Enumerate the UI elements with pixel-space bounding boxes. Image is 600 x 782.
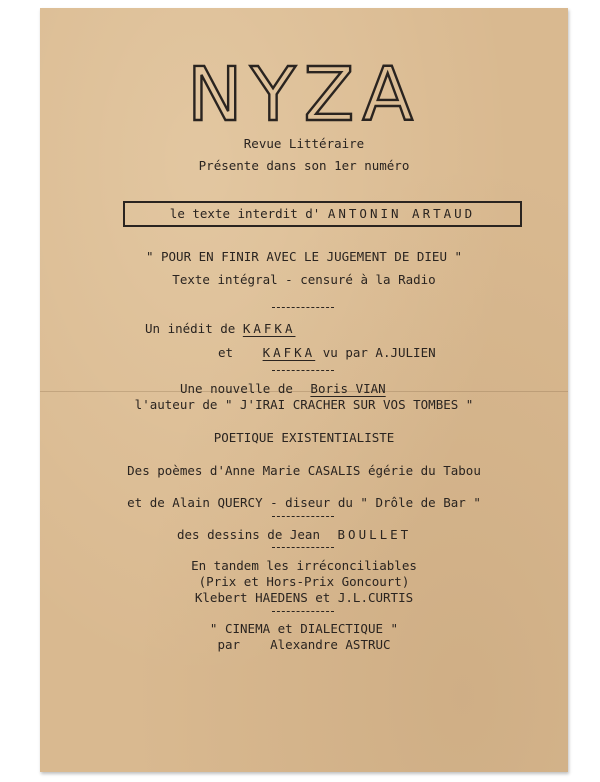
vian-prefix: Une nouvelle de [180,381,301,396]
flyer-sheet [40,8,568,772]
kafka-line-2 [218,345,436,361]
vian-author: Boris VIAN [310,381,386,396]
subtitle: Revue Littéraire [243,136,365,151]
issue-line: Présente dans son 1er numéro [198,158,410,173]
poems-line-1: Des poèmes d'Anne Marie CASALIS égérie du Tabou [127,463,481,478]
kafka-line-1 [145,321,295,337]
drawings-prefix: des dessins de Jean [177,527,328,542]
vian-line-2: l'auteur de " J'IRAI CRACHER SUR VOS TOMBES " [134,397,474,412]
kafka-name-2: KAFKA [262,345,316,360]
featured-work: " POUR EN FINIR AVEC LE JUGEMENT DE DIEU " [145,249,463,264]
cinema-byline: par Alexandre ASTRUC [217,637,391,652]
drawings-line [177,527,411,543]
separator [272,370,334,371]
kafka-line-2-suffix: vu par A.JULIEN [315,345,436,360]
masthead-title-text: NYZA [187,52,421,128]
separator [272,611,334,612]
separator [272,307,334,308]
separator [272,547,334,548]
featured-prefix: le texte interdit d' [169,206,328,221]
tandem-line-2: (Prix et Hors-Prix Goncourt) [198,574,410,589]
cinema-title: " CINEMA et DIALECTIQUE " [209,621,399,636]
drawings-author: BOULLET [337,527,412,542]
poems-line-2: et de Alain QUERCY - diseur du " Drôle de Bar " [127,495,481,510]
vian-line-1 [180,381,386,397]
kafka-name-1: KAFKA [242,321,296,336]
tandem-line-3: Klebert HAEDENS et J.L.CURTIS [194,590,414,605]
featured-note: Texte intégral - censuré à la Radio [172,272,436,287]
featured-author: ANTONIN ARTAUD [327,206,476,221]
poetique-heading: POETIQUE EXISTENTIALISTE [213,430,395,445]
kafka-line-1-prefix: Un inédit de [145,321,243,336]
masthead-title [40,48,568,128]
featured-box [123,201,522,227]
kafka-line-2-prefix: et [218,345,241,360]
separator [272,516,334,517]
tandem-line-1: En tandem les irréconciliables [191,558,417,573]
